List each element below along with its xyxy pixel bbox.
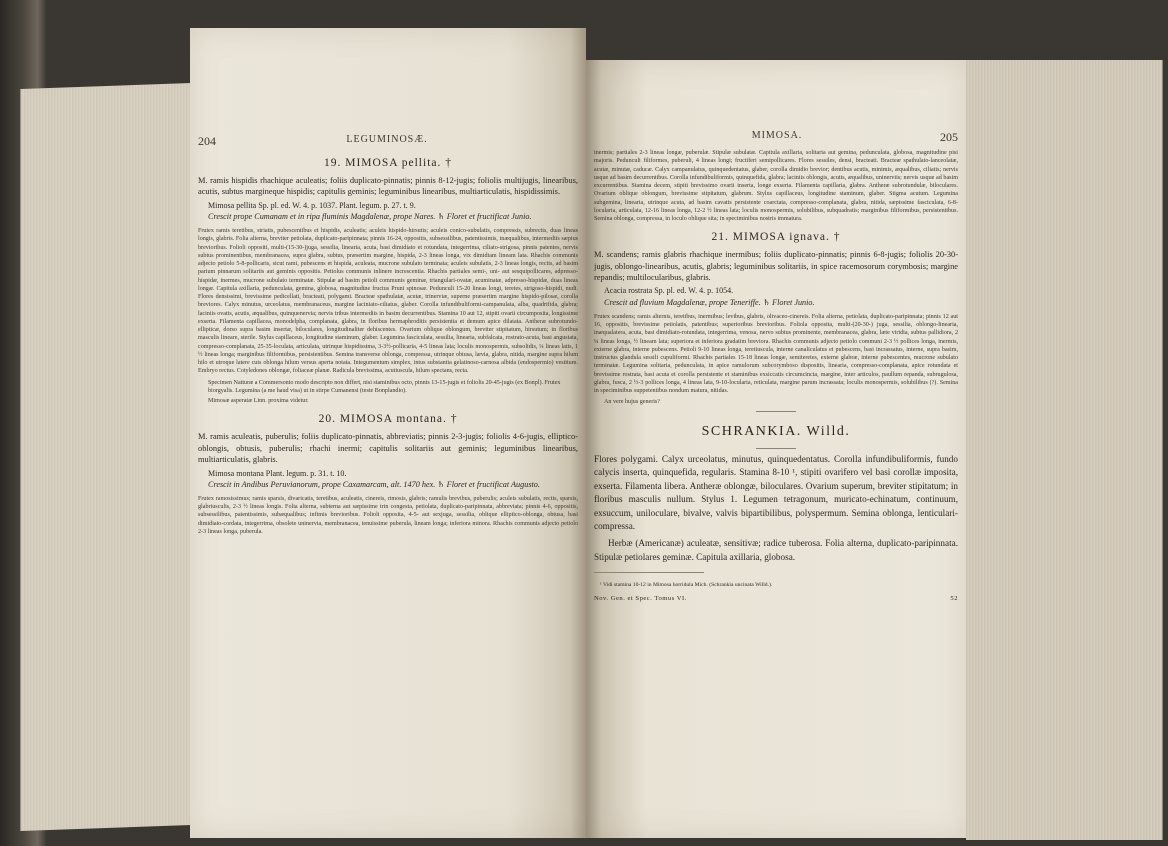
right-running-title: MIMOSA.	[751, 130, 803, 141]
right-page-stack	[966, 60, 1163, 840]
species-19-synonym: Mimosa pellita Sp. pl. ed. W. 4. p. 1037. Plant. legum. p. 27. t. 9.	[208, 200, 416, 210]
species-21-description: Frutex scandens; ramis alternis, teretibus, inermibus; levibus, glabris, olivaceo-cinereis. Folia alterna, petiolata, duplicato-paripinnata; pinnis 12 aut 16, oppositis, brevissime petiolatis, patentibus; superioribus brevioribus. Foliola opposita, multi-(20-30-) juga, sessilia, oblongo-linearia, inæqualatera, acuta, basi dimidiato-rotundata, integerrima, venosa, nervo subtus prominente, membranacea, glabra, læte viridia, subtus pallidiora, 2 ¼ lineas longa, ½ lineam lata; superiora et inferiora gradatim breviora. Rhachis communis adjecto petiolo communi 2-3 ½ pollices longa, inermis, externe glabra, interne pubescens. Petioli 9-10 lineas longa, teretiuscula, interne canaliculatus et pubescens, basi incrassatus, interne, supra basim, instructus glandula sessili cupuliformi. Rhachis partiales 15-18 lineas longæ, semiteretes, externe glabræ, interne pubescentes, mucrone subulato terminatæ. Legumina solitaria, pedunculata, in apice ramulorum subcorymboso dispositis, linearia, compresso-complanata, apice rotundata et brevissime rostrata, basi acuta et corolla persistente et staminibus exsiccatis circumcincta, margine, inter articulos, paullum repanda, subrugulosa, glabra, fusca, 2 ½-3 pollices longa, 4 lineas lata, 9-10-locularia, reticulata, margine parum incrassata; loculis monospermis, solubilibus (?). Semina in speciminibus suppetentibus nondum matura, nitidas.	[594, 313, 958, 395]
right-page-number: 205	[940, 130, 958, 144]
left-page-stack	[20, 83, 191, 831]
species-20-habitat: Crescit in Andibus Peruvianorum, prope Caxamarcam, alt. 1470 hex. ♄ Floret et fructificat Augusto.	[208, 480, 540, 490]
genus-habit: Herbæ (Americanæ) aculeatæ, sensitivæ; radice tuberosa. Folia alterna, duplicato-paripinnata. Stipulæ petiolares geminæ. Capitula axillaria, globosa.	[594, 538, 958, 562]
left-page	[190, 28, 586, 838]
species-21-diagnosis: M. scandens; ramis glabris rhachique inermibus; foliis duplicato-pinnatis; pinnis 6-8-jugis; foliolis 20-30-jugis, oblongo-linearibus, acutis, glabris; leguminibus solitariis, in spice racemosorum corymbosis; margine repandis; multilocularibus, glabris.	[594, 250, 958, 283]
genus-separator-top	[756, 411, 796, 412]
species-19-note-2: Mimosæ asperatæ Linn. proxima videtur.	[208, 398, 309, 405]
left-running-head	[198, 134, 578, 149]
footnote-rule	[594, 572, 704, 573]
right-page	[586, 60, 966, 838]
species-20-description-continued: inermis; partiales 2-3 lineas longæ, puberulæ. Stipulæ subulatæ. Capitula axillaria, solitaria aut gemina, pedunculata, globosa, magnitudine pisi majoris. Pedunculi filiformes, puberuli, 4 lineas longi; fructiferi semipollicares. Flores sessiles, densi, bracteati. Bracteæ spathulato-lanceolatæ, acutæ, minutæ, caducæ. Calyx campanulatus, quinquedentatus, glaber, corolla dimidio brevior; dentibus acutis, minimis, æqualibus, ciliatis; nervis usque ad basim decurrentibus. Corolla infundibuliformis, quinquefida, glabra; laciniis oblongis, acutis, æqualibus, uninerviis; nervis usque ad basim excurrentibus. Stamina decem, stipiti brevissimo ovarii inserta, longe exserta. Filamenta capillaria, glabra. Antheræ subrotundulæ, biloculares. Ovarium oblique oblongum, brevissime stipitatum, glabrum. Stylus capillaceus, longitudine staminum, glaber. Stigma acutum. Legumina subgemina, linearia, utrinque acuta, ad basim cavatis persistente coarctata, compresso-complanata, glabra, nitida, sæpissime fasciculata, 6-8-locularia, articulata, 12-16 lineas longa, 12-2 ½ lineas lata; loculis monospermis, solubilibus, subquadratis; marginibus filiformibus, persistentibus. Semina oblonga, compressa, in loculo oblique sita; in speciminibus nostris immatura.	[594, 150, 958, 222]
footnote: ¹ Vidi stamina 10-12 in Mimosa horridula Mich. (Schrankia uncinata Willd.).	[600, 582, 773, 589]
species-21-note: An vere hujus generis?	[604, 399, 661, 406]
species-21-synonym: Acacia rostrata Sp. pl. ed. W. 4. p. 1054.	[604, 286, 734, 296]
species-20-title: 20. MIMOSA montana. †	[318, 413, 458, 426]
right-page-content	[594, 130, 958, 602]
right-running-head	[594, 130, 958, 145]
species-19-habitat: Crescit prope Cumanam et in ripa fluminis Magdalenæ, prope Nares. ♄ Floret et fructificat Junio.	[208, 212, 532, 222]
species-20-synonym: Mimosa montana Plant. legum. p. 31. t. 10.	[208, 468, 347, 478]
left-page-content	[198, 134, 578, 539]
left-page-number: 204	[198, 134, 216, 148]
left-running-title: LEGUMINOSÆ.	[346, 134, 428, 145]
species-21-habitat: Crescit ad fluvium Magdalenæ, prope Teneriffe. ♄ Floret Junio.	[604, 297, 815, 307]
genus-title: SCHRANKIA. Willd.	[701, 423, 851, 439]
signature-number: 52	[950, 595, 958, 603]
species-21-title: 21. MIMOSA ignava. †	[711, 231, 841, 244]
signature-line	[594, 595, 958, 602]
species-19-description: Frutex ramis teretibus, striatis, pubescentibus et hispidis, aculeatis; aculeis hispido-hirsutis; aculeis conico-subulatis, compressis, subrectis, duas lineas longis, glabris. Folia alterna, breviter petiolata, duplicato-paripinnata; pinnis 16-24, oppositis, subsessilibus, patentissimis, inæqualibus, intermediis sæpius brevioribus. Folioli oppositi, multi-(15-30-)juga, sessilia, linearia, acuta, basi dimidiato et rotundata, integerrima, ciliato-strigosa, pinnis patentes, nervis subtus prominentibus, membranacea, supra glabra, subtus, præsertim margine, hispida, 2-3 lineas longa, vix dimidiam lineam lata. Rhachis communis adjecto petiolo 5-8-pollicaris, sicut rami, pubescens et hispida, aculeata, mucrone subulato terminata; aculeis subulatis, 2-3 lineas longis, rectis, ad basim parium pinnarum solitariis aut geminis oppositis. Petiolus communis inlinere increscentia. Rhachis partiales semi-, uni- aut sesquipollicares, adpresso-hispidæ, inermes, mucrone subulato terminatæ. Stipulæ ad basim petioli communis geminæ, triangulari-ovatæ, acuminatæ, adpresso-hispidæ, duas lineas longæ. Capitula axillaria, pedunculata, gemina, globosa, magnitudine fructus Pruni spinosæ. Pedunculi 15-20 lineas longi, teretes, strigoso-hispidi, nudi. Flores densissimi, brevissime pedicellati, bracteati, polygami. Bracteæ spathulatæ, acutæ, trinerviæ, superne præsertim margine hispido-pilosæ, corolla breviores. Calyx minutus, urceolatus, membranaceus, margine laciniato-ciliatus, glaber. Corolla infundibuliformi-campanulata, alba, quadrifida, glabra; laciniis ovatis, acutis, æqualibus, quinquenervia; nervis tribus intermediis in basim decurrentibus. Stamina 10 aut 12, stipiti ovarii circumposita, longissime exserta. Filamenta capillacea, monodelpha, complanata, glabra, in floribus hermaphroditis persistentia et demum apice dilatata. Antheræ subrotundo-ellipticæ, dorso supra basim insertæ, biloculares, longitudinaliter dehiscentes. Ovarium oblique oblongum, breviter stipitatum, hirsutum; in floribus masculis lineare, sterile. Stylus capillaceus, longitudine staminum, glaber. Legumina fasciculata, sessilia, linearia, subfalcata, rostrato-acuta, basi angustata, compresso-complanata, 25-35-loculata, articulata, utrinque hispidissima, 3-3½-pollicaria, 4-5 lineas lata; loculis monospermis, subsolidis, ¼ lineas latis, 1 ½ lineas longa; marginibus filiformibus, persistentibus. Semina transverse oblonga, compressa, utrinque obtusa, lævia, glabra, nitida, margine supra hilum hilo et utroque latere cuts oblonga hilum versus aperta notata. Integumentum simplex, intus substantia gelatinoso-carnosa albida (endospermio) vestitum. Embryo rectus. Cotyledones oblongæ, foliaceæ planæ. Radicula brevissima, acutiuscula, hilum spectans, recta.	[198, 228, 578, 375]
genus-character: Flores polygami. Calyx urceolatus, minutus, quinquedentatus. Corolla infundibuliformis, fundo calycis inserta, quinquefida, regularis. Stamina 8-10 ¹, stipiti ovarifero vel basi corollæ imposita, exserta. Filamenta libera. Antheræ oblongæ, biloculares. Ovarium superum, breviter stipitatum; in floribus masculis nullum. Stylus 1. Legumen tetragonum, muricato-echinatum, continuum, exsuccum, uniloculare, bivalve, valvis bipartibilibus, polyspermum. Semina oblonga, lenticulari-compressa.	[594, 453, 958, 532]
species-19-title: 19. MIMOSA pellita. †	[323, 157, 452, 169]
species-20-diagnosis: M. ramis aculeatis, puberulis; foliis duplicato-pinnatis, abbreviatis; pinnis 2-3-jugis; foliolis 4-6-jugis, elliptico-oblongis, obtusis, puberulis; rhachi inermi; capitulis solitariis aut geminis; leguminibus linearibus, multiarticulatis, glabris.	[198, 432, 578, 465]
species-20-description: Frutex ramosissimus; ramis sparsis, divaricatis, teretibus, aculeatis, cinereis, rimosis, glabris; ramulis brevibus, puberulis; aculeis subulatis, rectis, sparsis, glabriusculis, 2-3 ½ lineas longis. Folia alterna, subterna aut sæpissime trin congesta, petiolata, duplicato-paripinnata, abbreviata; pinnis 4-6, oppositis, subsessilibus, patentissimis, subæqualibus; infimis brevioribus. Folioli opposita, 4-5- aut sexjuga, sessilia, oblique elliptico-oblonga, obtusa, basi dimidiato-cordata, integerrima, obsolete uninervia, membranacea, tenuissime puberula, lineam longa; inferiora minora. Rhachis communis adjecto petiolo 2-3 lineas longa, puberula.	[198, 495, 578, 535]
signature-text: Nov. Gen. et Spec. Tomus VI.	[594, 595, 687, 603]
genus-separator-bottom	[756, 448, 796, 449]
species-19-note-1: Specimen Natturæ a Commersonio modo descripto non differt, nisi staminibus octo, pinnis 13-15-jugis et foliolis 20-45-jugis (ex Bonpl). Frutex biorgyalis. Legumina (a me haud visa) ut in stirpe Cumanensi (teste Bonplandio).	[208, 379, 561, 394]
species-19-diagnosis: M. ramis hispidis rhachique aculeatis; foliis duplicato-pinnatis; pinnis 8-12-jugis; foliolis multijugis, linearibus, acutis, subtus margineque hispidis; capitulis geminis; leguminibus linearibus, multiarticulatis, hispidissimis.	[198, 176, 578, 197]
